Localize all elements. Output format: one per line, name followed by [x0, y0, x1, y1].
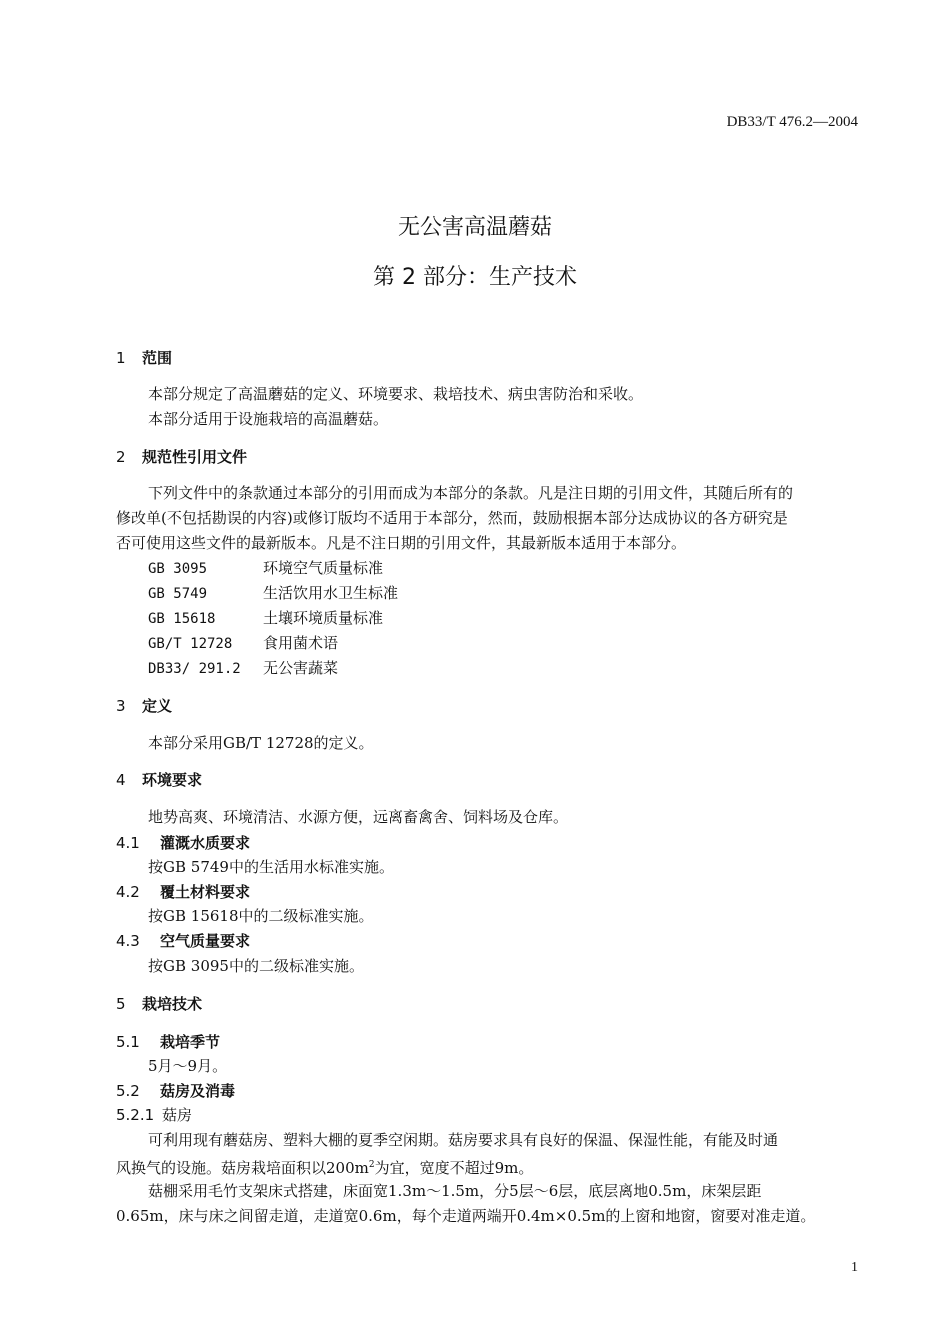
- reference-name: 土壤环境质量标准: [263, 609, 384, 627]
- subsection-number: 4.2: [116, 883, 140, 901]
- reference-code: GB 5749: [148, 586, 208, 602]
- reference-name: 生活饮用水卫生标准: [263, 584, 399, 602]
- section-number: 2: [116, 448, 126, 466]
- reference-name: 食用菌术语: [263, 634, 339, 652]
- text-part: 为宜，宽度不超过9m。: [374, 1159, 534, 1177]
- paragraph-line: 下列文件中的条款通过本部分的引用而成为本部分的条款。凡是注日期的引用文件，其随后所有的: [148, 484, 794, 502]
- document-code: DB33/T 476.2—2004: [726, 114, 858, 130]
- section-3-heading: [116, 695, 172, 716]
- reference-name: 无公害蔬菜: [263, 659, 339, 677]
- section-4-heading: [116, 769, 202, 790]
- text-part: 风换气的设施。菇房栽培面积以200m: [116, 1159, 369, 1177]
- section-number: 1: [116, 349, 126, 367]
- subsection-5-1-heading: [116, 1031, 220, 1052]
- subsection-number: 4.3: [116, 932, 140, 950]
- section-title: 规范性引用文件: [142, 448, 248, 466]
- mushroom-house-paragraph-2: [116, 1179, 862, 1229]
- reference-item: [148, 657, 338, 678]
- section-number: 3: [116, 697, 126, 715]
- section-number: 4: [116, 771, 126, 789]
- reference-item: [148, 632, 338, 653]
- section-number: 5: [116, 995, 126, 1013]
- subsection-5-2-heading: [116, 1080, 235, 1101]
- paragraph: 按GB 15618中的二级标准实施。: [148, 907, 374, 925]
- page-number: 1: [851, 1260, 858, 1275]
- superscript: 2: [368, 1160, 375, 1170]
- paragraph: 按GB 5749中的生活用水标准实施。: [148, 858, 394, 876]
- subsection-number: 5.1: [116, 1033, 140, 1051]
- document-title: 无公害高温蘑菇: [397, 215, 552, 240]
- paragraph: 5月～9月。: [148, 1057, 228, 1075]
- paragraph-line: [116, 1153, 862, 1181]
- subsection-5-2-1-heading: [116, 1104, 192, 1125]
- subsection-number: 4.1: [116, 834, 140, 852]
- subsection-title: 菇房: [162, 1106, 193, 1124]
- reference-item: [148, 607, 383, 628]
- paragraph-line: 修改单(不包括勘误的内容)或修订版均不适用于本部分，然而，鼓励根据本部分达成协议的各方研究是: [116, 509, 788, 527]
- paragraph: 地势高爽、环境清洁、水源方便，远离畜禽舍、饲料场及仓库。: [148, 808, 569, 826]
- section-title: 环境要求: [142, 771, 203, 789]
- paragraph: 本部分规定了高温蘑菇的定义、环境要求、栽培技术、病虫害防治和采收。: [148, 385, 644, 403]
- section-5-heading: [116, 993, 202, 1014]
- paragraph-line: 0.65m，床与床之间留走道，走道宽0.6m，每个走道两端开0.4m×0.5m的上窗和地窗，窗要对准走道。: [116, 1207, 816, 1225]
- subsection-title: 灌溉水质要求: [160, 834, 251, 852]
- section-title: 栽培技术: [142, 995, 203, 1013]
- subsection-number: 5.2: [116, 1082, 140, 1100]
- subsection-4-2-heading: [116, 881, 250, 902]
- subsection-title: 栽培季节: [160, 1033, 221, 1051]
- reference-code: DB33/ 291.2: [148, 661, 241, 677]
- paragraph: 本部分适用于设施栽培的高温蘑菇。: [148, 410, 389, 428]
- normative-references-paragraph: [116, 481, 862, 556]
- section-title: 定义: [142, 697, 173, 715]
- reference-item: [148, 582, 398, 603]
- subsection-4-1-heading: [116, 832, 250, 853]
- paragraph: 按GB 3095中的二级标准实施。: [148, 957, 364, 975]
- section-1-heading: [116, 347, 172, 368]
- subsection-title: 菇房及消毒: [160, 1082, 236, 1100]
- subsection-number: 5.2.1: [116, 1106, 155, 1124]
- paragraph-line: 可利用现有蘑菇房、塑料大棚的夏季空闲期。菇房要求具有良好的保温、保湿性能，有能及时通: [148, 1131, 779, 1149]
- mushroom-house-paragraph-1: [116, 1128, 862, 1181]
- reference-name: 环境空气质量标准: [263, 559, 384, 577]
- reference-code: GB 3095: [148, 561, 208, 577]
- section-2-heading: [116, 446, 247, 467]
- reference-item: [148, 557, 383, 578]
- document-subtitle: 第 2 部分：生产技术: [373, 265, 577, 290]
- paragraph: 本部分采用GB/T 12728的定义。: [148, 734, 374, 752]
- subsection-4-3-heading: [116, 930, 250, 951]
- paragraph-line: 菇棚采用毛竹支架床式搭建，床面宽1.3m～1.5m，分5层～6层，底层离地0.5m，床架层距: [148, 1182, 762, 1200]
- section-title: 范围: [142, 349, 173, 367]
- reference-code: GB 15618: [148, 611, 216, 627]
- reference-code: GB/T 12728: [148, 636, 233, 652]
- paragraph-line: 否可使用这些文件的最新版本。凡是不注日期的引用文件，其最新版本适用于本部分。: [116, 534, 687, 552]
- subsection-title: 空气质量要求: [160, 932, 251, 950]
- subsection-title: 覆土材料要求: [160, 883, 251, 901]
